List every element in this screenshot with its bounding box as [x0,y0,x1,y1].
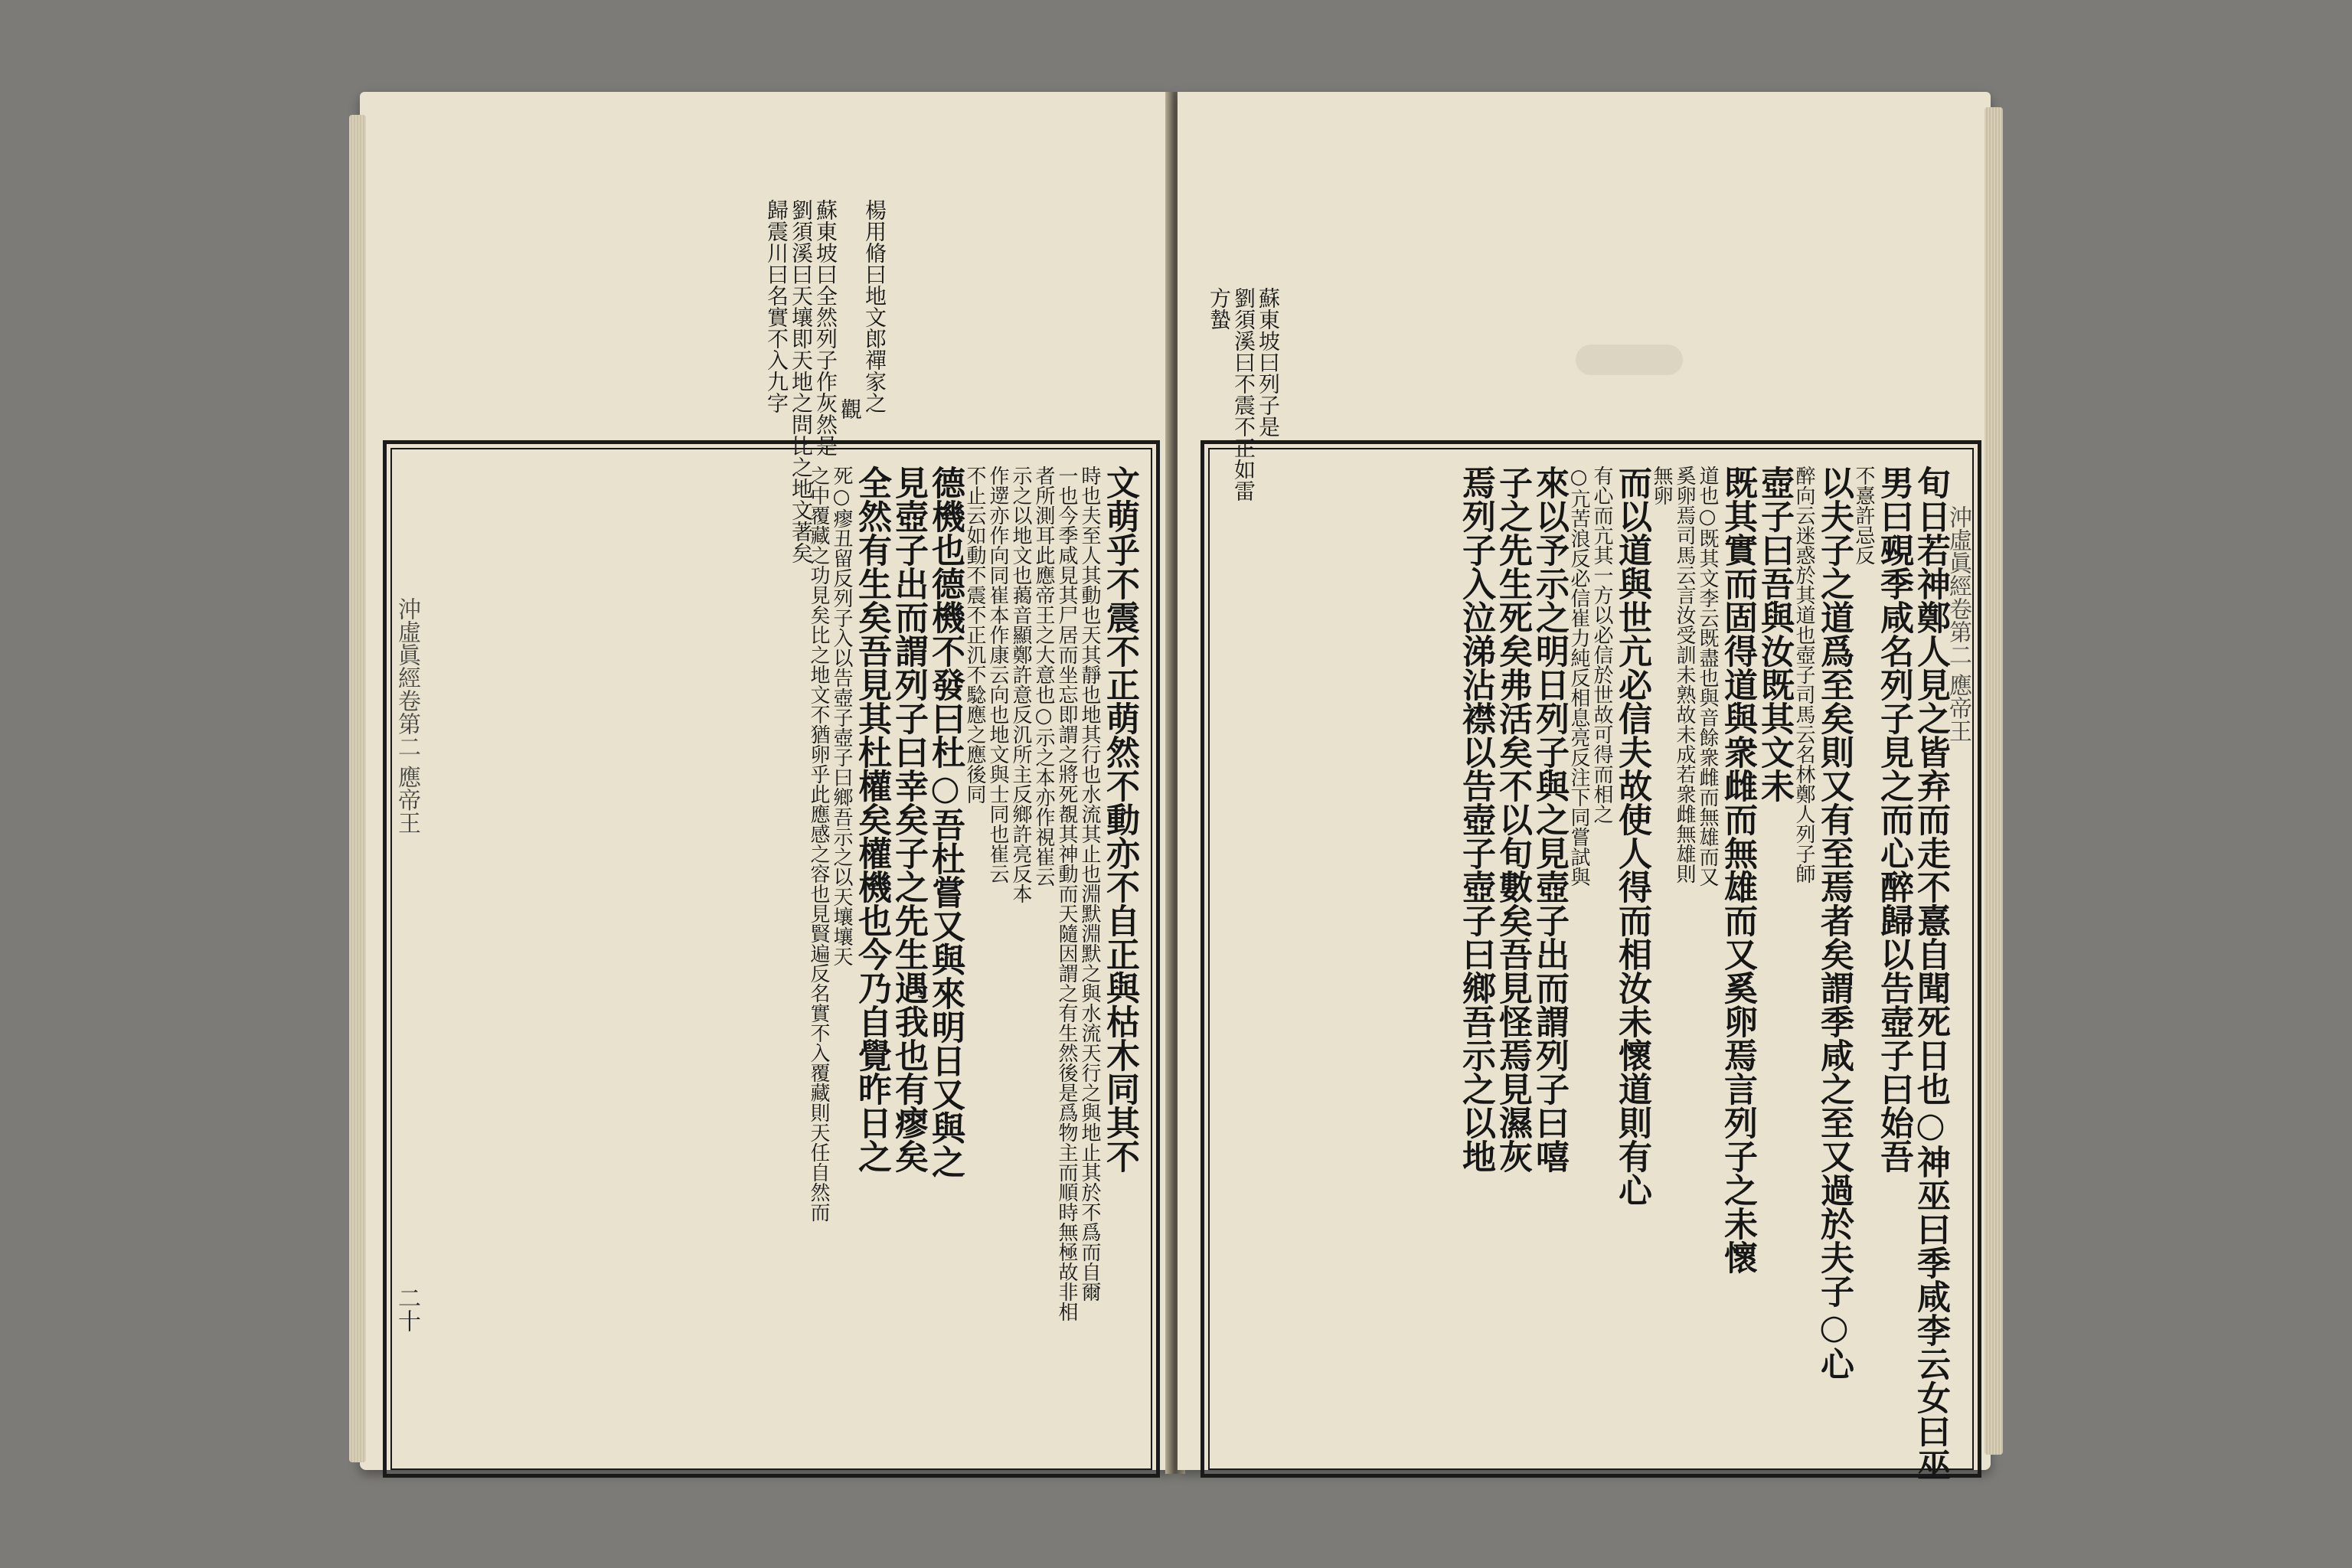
text-frame [1200,440,1981,1481]
right-header-notes [1207,287,1281,501]
text-column: 來以予示之明日列子與之見壺子出而謂列子曰嘻 [1530,466,1569,1173]
folio-number: 二十 [394,1286,420,1332]
commentary-column: 不止云如動不震不正㲹不騐應之應後同 [963,466,986,804]
header-note: 方蟄 [1207,287,1232,330]
open-book [360,92,1991,1481]
text-column: 文萌乎不震不正萌然不動亦不自正與枯木同其不 [1100,466,1139,1173]
left-page [360,92,1173,1470]
commentary-column: 作遻亦作向同崔本作康云向也地文與士同也崔云 [986,466,1009,884]
commentary-column: 時也夫至人其動也天其靜也地其行也水流其止也淵默淵默之與水流天行之與地止其於不爲而自爾 [1078,466,1101,1302]
header-note: 蘇東坡曰全然列子作灰然是 [813,199,838,456]
header-note: 觀 [838,398,863,420]
text-column: 壺子曰吾與汝既其文未 [1755,466,1794,802]
text-column: 全然有生矣吾見其杜權矣權機也今乃自覺昨日之 [852,466,891,1173]
paper-stain [1576,345,1683,375]
text-frame [383,440,1160,1478]
header-note: 劉須溪曰天壤即天地之問比之地文著矣 [789,199,814,564]
text-column: 而以道與世亢必信夫故使人得而相汝未懷道則有心 [1612,466,1651,1207]
commentary-column: 一也今季咸見其尸居而坐忘即謂之將死覩其神動而天隨因謂之有生然後是爲物主而順時無極故非相 [1055,466,1078,1321]
header-note: 劉須溪曰不震不正如雷 [1231,287,1256,501]
margin-title: 沖虛眞經卷第二 應帝王 [394,597,420,835]
text-column: 焉列子入泣涕沾襟以告壺子壺子曰鄉吾示之以地 [1456,466,1495,1173]
text-column: 男曰覡季咸名列子見之而心醉歸以告壺子曰始吾 [1874,466,1913,1173]
header-note: 楊用脩曰地文郎禪家之 [862,199,887,413]
commentary-column: 有心而亢其一方以必信於世故可得而相之 [1590,466,1613,824]
margin-title: 沖虛眞經卷第二 應帝王 [1945,505,1971,743]
commentary-column: 死○瘳丑留反列子入以告壺子壺子曰鄉吾示之以天壤壤天 [830,466,853,966]
commentary-column: ○亢苦浪反必信崔力純反相息亮反注下同嘗試與 [1567,466,1590,887]
commentary-column: 者所測耳此應帝王之大意也○示之本亦作視崔云 [1032,466,1055,887]
commentary-column: 醉向云迷惑於其道也壺子司馬云名林鄭人列子師 [1792,466,1815,884]
text-column: 子之先生死矣弗活矣不以旬數矣吾見怪焉見濕灰 [1493,466,1532,1173]
text-column: 見壺子出而謂列子曰幸矣子之先生遇我也有瘳矣 [889,466,928,1173]
page-edges-right [1984,107,2003,1455]
commentary-column: 無卵 [1650,466,1673,505]
text-column: 德機也德機不發曰杜○吾杜嘗又與來明日又與之 [926,466,965,1178]
commentary-column: 奚卵焉司馬云言汝受訓未熟故未成若衆雌無雄則 [1673,466,1696,884]
header-note: 蘇東坡曰列子是 [1256,287,1281,437]
text-column: 旬日若神鄭人見之皆弃而走不憙自聞死日也○神巫曰季咸李云女曰巫 [1911,466,1950,1481]
text-column: 以夫子之道爲至矣則又有至焉者矣謂季咸之至又過於夫子○心 [1815,466,1854,1380]
header-note: 歸震川曰名實不入九字 [764,199,789,413]
page-edges-left [349,115,366,1462]
commentary-column: 示之以地文也䔾音顯鄭許意反㲹所主反鄉許亮反本 [1009,466,1032,903]
left-header-notes [764,199,887,564]
text-column: 既其實而固得道與衆雌而無雄而又奚卵焉言列子之未懷 [1718,466,1757,1274]
right-page [1178,92,1991,1481]
commentary-column: 道也○既其文李云既盡也與音餘衆雌而無雄而又 [1696,466,1719,887]
commentary-column: 不憙許忌反 [1852,466,1875,565]
commentary-column: 之中覆藏之功見矣比之地文不猶卵乎此應感之容也見賢遍反名實不入覆藏則天任自然而 [807,466,830,1222]
